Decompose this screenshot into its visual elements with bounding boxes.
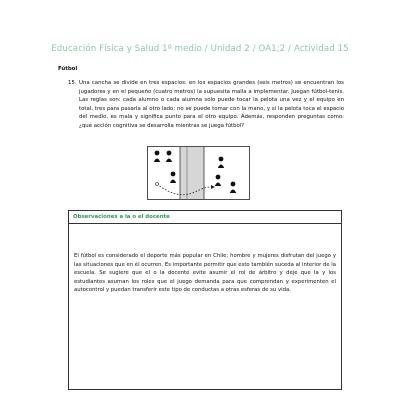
observations-text: El fútbol es considerado el deporte más popular en Chile; hombre y mujeres disfrutan del juego y las situaciones que en él ocurren. Es importante permitir que esto también suceda al interior de la escuela. Se sugiere que el o la docente evite asumir el rol de árbitro y deje que la y los estudiantes asuman los roles que el juego demanda para que comprendan y experimenten el autocontrol y puedan transferir este tipo de conductas a otras esferas de su vida. xyxy=(74,253,336,294)
observations-title: Observaciones a la o el docente xyxy=(73,214,170,220)
section-title: Fútbol xyxy=(58,66,78,72)
activity-paragraph xyxy=(68,79,344,131)
field-diagram xyxy=(147,146,250,200)
activity-text: Una cancha se divide en tres espacios: en los espacios grandes (seis metros) se encuentran los jugadores y en el pequeño (cuatro metros) la supuesita malla a implementar. Juegan fútbol-tenis. Las reglas son: cada alumno o cada alumna solo puede tocar la pelota una vez y el equipo en total, tres para pasarla al otro lado; no se puede tomar con la mano, y si la pelota toca el espacio del medio, es mala y significa punto para el otro equipo. Además, responden preguntas como: ¿qué acción cognitiva se desarrolla mientras se juega fútbol? xyxy=(79,80,344,129)
observations-divider xyxy=(69,223,341,224)
activity-number: 15. xyxy=(68,80,77,86)
page-header: Educación Física y Salud 1º medio / Unidad 2 / OA1;2 / Actividad 15 xyxy=(51,44,349,54)
middle-zone xyxy=(180,147,204,199)
teacher-observations-box xyxy=(68,210,342,390)
ball-icon xyxy=(156,183,159,186)
